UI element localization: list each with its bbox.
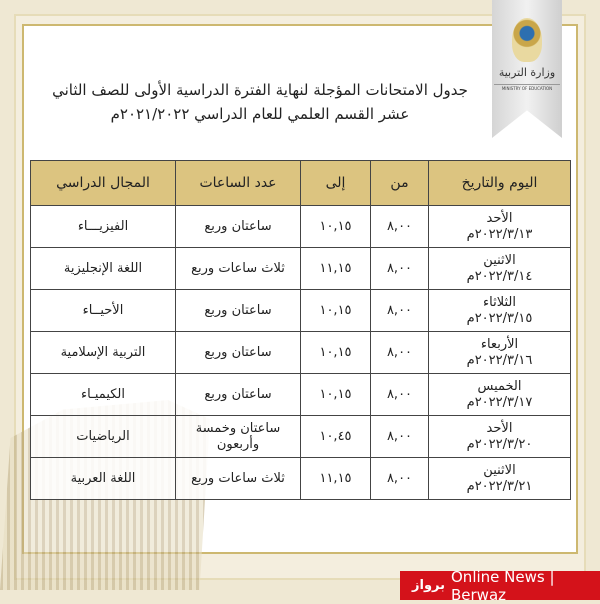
title-line-2: عشر القسم العلمي للعام الدراسي ٢٠٢١/٢٠٢٢م bbox=[110, 105, 410, 123]
page-title bbox=[40, 78, 480, 126]
table-row bbox=[31, 332, 571, 374]
cell-subject: اللغة العربية bbox=[31, 458, 176, 500]
table-row bbox=[31, 248, 571, 290]
cell-from: ٨,٠٠ bbox=[371, 206, 429, 248]
berwaz-logo: برواز bbox=[412, 578, 445, 593]
header-day-date: اليوم والتاريخ bbox=[429, 161, 571, 206]
date: ٢٠٢٢/٣/١٤م bbox=[466, 268, 533, 284]
cell-to: ١٠,١٥ bbox=[301, 374, 371, 416]
date: ٢٠٢٢/٣/٢٠م bbox=[466, 436, 533, 452]
table-header-row bbox=[31, 161, 571, 206]
cell-subject: الأحيــاء bbox=[31, 290, 176, 332]
cell-from: ٨,٠٠ bbox=[371, 290, 429, 332]
date: ٢٠٢٢/٣/١٥م bbox=[466, 310, 533, 326]
cell-to: ١٠,١٥ bbox=[301, 206, 371, 248]
table-row bbox=[31, 416, 571, 458]
table-row bbox=[31, 458, 571, 500]
cell-to: ١١,١٥ bbox=[301, 248, 371, 290]
cell-subject: التربية الإسلامية bbox=[31, 332, 176, 374]
ministry-name-en: MINISTRY OF EDUCATION bbox=[494, 84, 560, 91]
cell-from: ٨,٠٠ bbox=[371, 332, 429, 374]
ministry-name-ar: وزارة التربية bbox=[498, 66, 556, 79]
table-row bbox=[31, 290, 571, 332]
cell-hours: ثلاث ساعات وربع bbox=[176, 248, 301, 290]
cell-day-date bbox=[429, 374, 571, 416]
cell-subject: الكيميـاء bbox=[31, 374, 176, 416]
exam-schedule-table bbox=[30, 160, 571, 500]
watermark-text: Online News | Berwaz bbox=[451, 567, 555, 604]
cell-day-date bbox=[429, 248, 571, 290]
date: ٢٠٢٢/٣/١٧م bbox=[466, 394, 533, 410]
cell-to: ١١,١٥ bbox=[301, 458, 371, 500]
day: الأحد bbox=[486, 210, 513, 226]
kuwait-emblem-icon bbox=[512, 18, 542, 62]
cell-hours: ساعتان وربع bbox=[176, 374, 301, 416]
cell-hours: ساعتان وربع bbox=[176, 332, 301, 374]
cell-from: ٨,٠٠ bbox=[371, 374, 429, 416]
title-line-1: جدول الامتحانات المؤجلة لنهاية الفترة الدراسية الأولى للصف الثاني bbox=[52, 81, 468, 99]
day: الاثنين bbox=[483, 462, 516, 478]
cell-from: ٨,٠٠ bbox=[371, 248, 429, 290]
cell-to: ١٠,١٥ bbox=[301, 290, 371, 332]
cell-day-date bbox=[429, 290, 571, 332]
cell-day-date bbox=[429, 416, 571, 458]
header-to: إلى bbox=[301, 161, 371, 206]
day: الأربعاء bbox=[480, 336, 519, 352]
table-row bbox=[31, 374, 571, 416]
date: ٢٠٢٢/٣/١٣م bbox=[466, 226, 533, 242]
day: الاثنين bbox=[483, 252, 516, 268]
cell-subject: الرياضيات bbox=[31, 416, 176, 458]
cell-day-date bbox=[429, 458, 571, 500]
cell-day-date bbox=[429, 206, 571, 248]
date: ٢٠٢٢/٣/٢١م bbox=[466, 478, 533, 494]
day: الثلاثاء bbox=[483, 294, 516, 310]
cell-to: ١٠,٤٥ bbox=[301, 416, 371, 458]
date: ٢٠٢٢/٣/١٦م bbox=[466, 352, 533, 368]
cell-hours: ساعتان وخمسة وأربعون bbox=[176, 416, 301, 458]
cell-day-date bbox=[429, 332, 571, 374]
table-row bbox=[31, 206, 571, 248]
day: الأحد bbox=[486, 420, 513, 436]
cell-hours: ثلاث ساعات وربع bbox=[176, 458, 301, 500]
header-hours: عدد الساعات bbox=[176, 161, 301, 206]
header-from: من bbox=[371, 161, 429, 206]
cell-subject: اللغة الإنجليزية bbox=[31, 248, 176, 290]
header-subject: المجال الدراسي bbox=[31, 161, 176, 206]
cell-subject: الفيزيـــاء bbox=[31, 206, 176, 248]
cell-from: ٨,٠٠ bbox=[371, 458, 429, 500]
cell-from: ٨,٠٠ bbox=[371, 416, 429, 458]
cell-to: ١٠,١٥ bbox=[301, 332, 371, 374]
day: الخميس bbox=[477, 378, 522, 394]
watermark-banner bbox=[400, 567, 600, 604]
cell-hours: ساعتان وربع bbox=[176, 290, 301, 332]
cell-hours: ساعتان وربع bbox=[176, 206, 301, 248]
